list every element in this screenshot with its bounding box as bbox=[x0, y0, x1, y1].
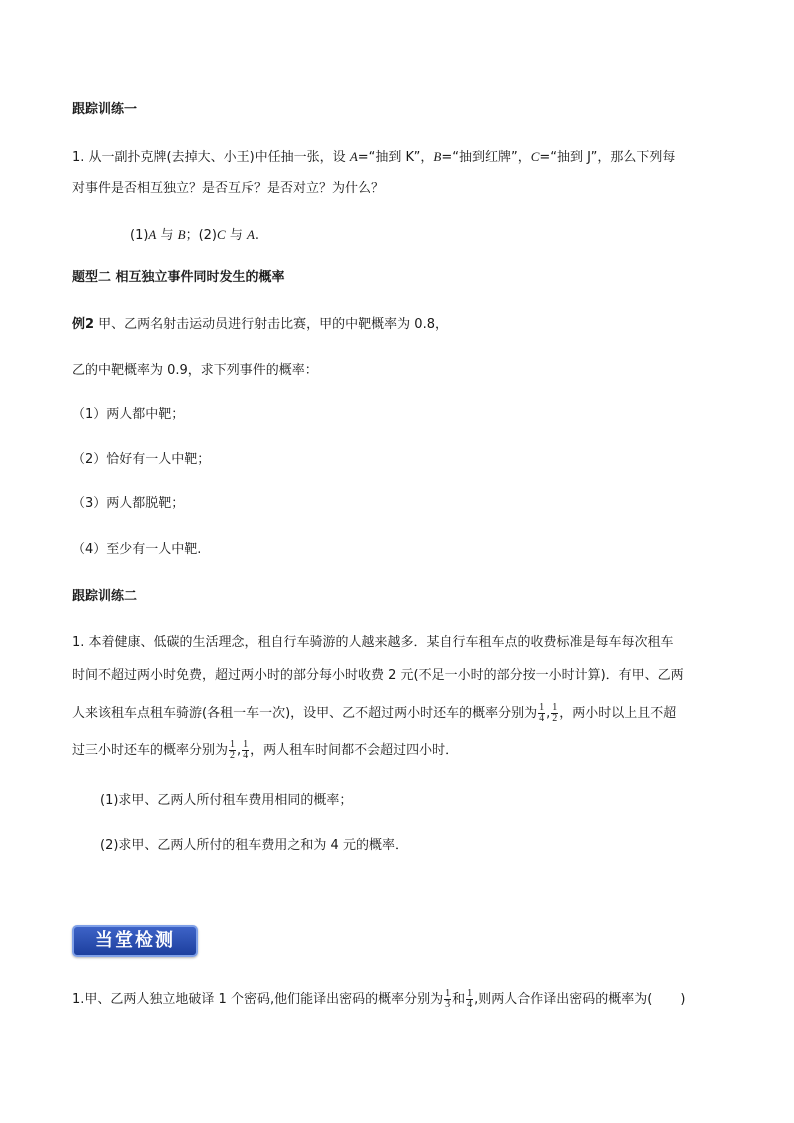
track2-line1: 1. 本着健康、低碳的生活理念，租自行车骑游的人越来越多．某自行车租车点的收费标准是每车每次租车 bbox=[72, 635, 674, 650]
check-question-1 bbox=[72, 986, 685, 1014]
var-c: C bbox=[530, 149, 540, 164]
var-b: B bbox=[177, 227, 186, 242]
track2-sub1: (1)求甲、乙两人所付租车费用相同的概率； bbox=[100, 793, 353, 808]
event-b-def: =“抽到红牌”， bbox=[441, 150, 531, 165]
banner-label: 当堂检测 bbox=[95, 930, 175, 951]
numerator: 1 bbox=[552, 702, 558, 713]
example-text: 甲、乙两名射击运动员进行射击比赛，甲的中靶概率为 0.8， bbox=[94, 317, 448, 332]
track2-sub2: (2)求甲、乙两人所付的租车费用之和为 4 元的概率． bbox=[100, 838, 408, 853]
line4-text-a: 过三小时还车的概率分别为 bbox=[72, 743, 229, 758]
check-q1-and: 和 bbox=[452, 992, 466, 1007]
numerator: 1 bbox=[243, 739, 249, 750]
track2-line2: 时间不超过两小时免费，超过两小时的部分每小时收费 2 元(不足一小时的部分按一小时计算)．有甲、乙两 bbox=[72, 668, 684, 683]
example-label: 例2 bbox=[72, 317, 95, 332]
denominator: 4 bbox=[243, 750, 249, 761]
example-item-1: （1）两人都中靶； bbox=[72, 407, 185, 422]
denominator: 4 bbox=[539, 713, 545, 724]
var-b: B bbox=[433, 149, 442, 164]
var-c: C bbox=[217, 227, 226, 242]
sub-2-label: ；(2) bbox=[185, 228, 218, 243]
section-heading-track2: 跟踪训练二 bbox=[72, 589, 138, 604]
event-c-def: =“抽到 J”，那么下列每 bbox=[539, 150, 676, 165]
denominator: 4 bbox=[467, 999, 473, 1010]
numerator: 1 bbox=[230, 739, 236, 750]
track2-line3 bbox=[72, 701, 676, 727]
numerator: 1 bbox=[445, 988, 451, 999]
comma: , bbox=[546, 706, 551, 721]
example-item-3: （3）两人都脱靶； bbox=[72, 496, 185, 511]
var-a: A bbox=[148, 227, 157, 242]
check-q1-close: ) bbox=[680, 992, 686, 1007]
section-banner bbox=[72, 925, 198, 957]
fraction-one-third bbox=[444, 989, 451, 1010]
question-1-line2: 对事件是否相互独立？是否互斥？是否对立？为什么？ bbox=[72, 181, 385, 196]
check-q1-text-b: ,则两人合作译出密码的概率为( bbox=[474, 992, 653, 1007]
fraction-one-quarter bbox=[538, 703, 545, 724]
example-2-line2: 乙的中靶概率为 0.9，求下列事件的概率： bbox=[72, 363, 318, 378]
fraction-one-quarter bbox=[466, 989, 473, 1010]
denominator: 2 bbox=[230, 750, 236, 761]
section-heading-track1: 跟踪训练一 bbox=[72, 102, 138, 117]
example-item-4: （4）至少有一人中靶. bbox=[72, 542, 202, 557]
comma: , bbox=[237, 743, 242, 758]
sub-1-with: 与 bbox=[156, 228, 178, 243]
sub-2-with: 与 bbox=[225, 228, 247, 243]
fraction-one-half bbox=[229, 740, 236, 761]
question-1-line1 bbox=[72, 147, 675, 168]
fraction-one-half bbox=[551, 703, 558, 724]
track2-line4 bbox=[72, 738, 458, 764]
denominator: 3 bbox=[445, 999, 451, 1010]
numerator: 1 bbox=[467, 988, 473, 999]
var-a: A bbox=[349, 149, 358, 164]
example-2-line1 bbox=[72, 315, 448, 335]
sub-end: . bbox=[254, 228, 260, 243]
fraction-one-quarter bbox=[242, 740, 249, 761]
numerator: 1 bbox=[539, 702, 545, 713]
var-a: A bbox=[246, 227, 255, 242]
line4-text-b: ，两人租车时间都不会超过四小时． bbox=[250, 743, 459, 758]
q1-prefix: 1. 从一副扑克牌(去掉大、小王)中任抽一张，设 bbox=[72, 150, 350, 165]
line3-text-a: 人来该租车点租车骑游(各租一车一次)，设甲、乙不超过两小时还车的概率分别为 bbox=[72, 706, 538, 721]
question-1-subparts bbox=[130, 225, 259, 246]
line3-text-b: ，两小时以上且不超 bbox=[559, 706, 677, 721]
denominator: 2 bbox=[552, 713, 558, 724]
check-q1-text-a: 1.甲、乙两人独立地破译 1 个密码,他们能译出密码的概率分别为 bbox=[72, 992, 444, 1007]
sub-1-label: (1) bbox=[130, 228, 149, 243]
example-item-2: （2）恰好有一人中靶； bbox=[72, 452, 211, 467]
section-heading-type2: 题型二 相互独立事件同时发生的概率 bbox=[72, 270, 285, 285]
event-a-def: =“抽到 K”， bbox=[357, 150, 434, 165]
